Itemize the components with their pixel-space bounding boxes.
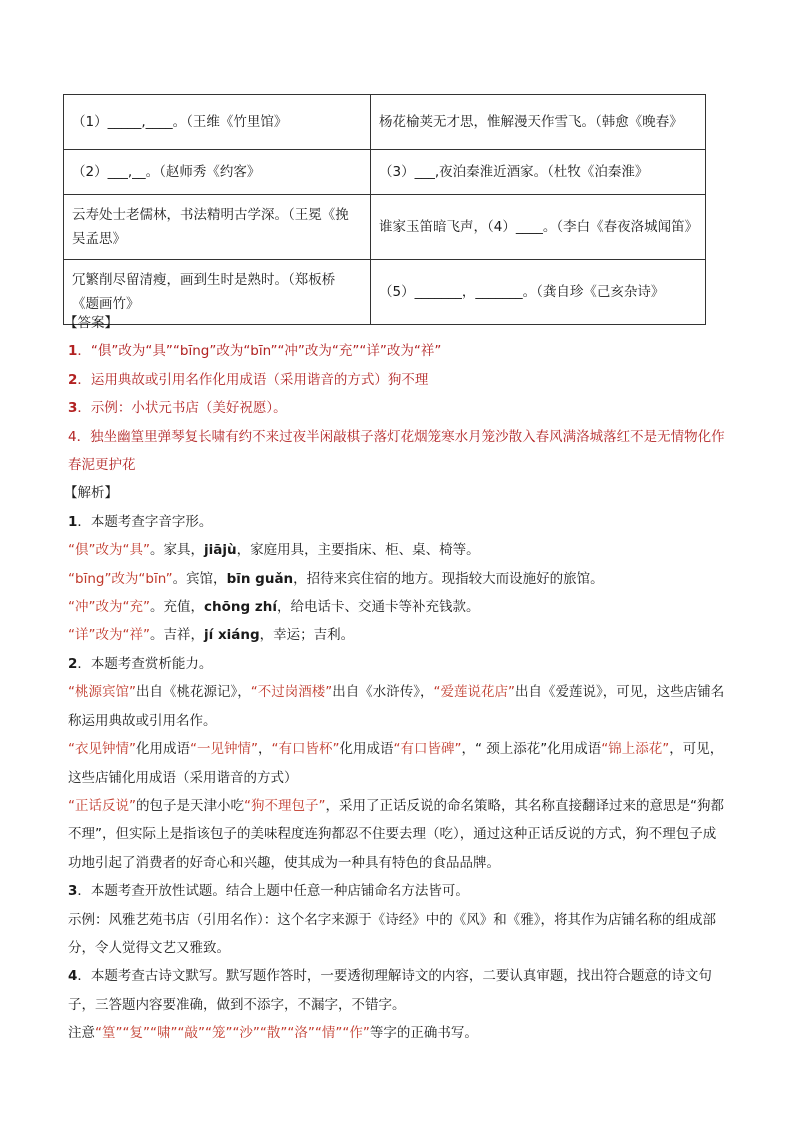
analysis-line: “倶”改为“具”。家具，jiājù，家庭用具，主要指床、柜、桌、椅等。 [68, 542, 480, 559]
table-cell: （3）___,夜泊秦淮近酒家。（杜牧《泊秦淮》 [371, 150, 706, 195]
analysis-line: “冲”改为“充”。充值，chōng zhí，给电话卡、交通卡等补充钱款。 [68, 599, 480, 616]
table-cell: （2）___,__。（赵师秀《约客》 [64, 150, 371, 195]
table-cell: 杨花榆荚无才思，惟解漫天作雪飞。（韩愈《晚春》 [371, 95, 706, 150]
table-row [64, 150, 706, 195]
table-cell: （1）_____,____。（王维《竹里馆》 [64, 95, 371, 150]
analysis-line: “正话反说”的包子是天津小吃“狗不理包子”，采用了正话反说的命名策略，其名称直接翻译过来的意思是“狗都不理”，但实际上是指该包子的美味程度连狗都忍不住要去理（吃），通过这种正话反说的方式，狗不理包子成功地引起了消费者的好奇心和兴趣，使其成为一种具有特色的食品品牌。 [68, 797, 724, 871]
analysis-heading: 【解析】 [64, 485, 118, 502]
table-cell: 谁家玉笛暗飞声，（4）____。（李白《春夜洛城闻笛》 [371, 195, 706, 260]
table-row [64, 195, 706, 260]
analysis-line: “桃源宾馆”出自《桃花源记》，“不过岗酒楼”出自《水浒传》，“爱莲说花店”出自《爱莲说》，可见，这些店铺名称运用典故或引用名作。 [68, 684, 725, 729]
analysis-line: “衣见钟情”化用成语“一见钟情”，“有口皆杯”化用成语“有口皆碑”，“ 颈上添花”化用成语“锦上添花”，可见，这些店铺化用成语（采用谐音的方式） [68, 741, 724, 786]
answer-item: 4．独坐幽篁里弹琴复长啸有约不来过夜半闲敲棋子落灯花烟笼寒水月笼沙散入春风满洛城落红不是无情物化作春泥更护花 [68, 428, 725, 474]
analysis-paragraph: 1．本题考查字音字形。 [68, 513, 213, 530]
analysis-paragraph: 4．本题考查古诗文默写。默写题作答时，一要透彻理解诗文的内容，二要认真审题，找出符合题意的诗文句子，三答题内容要准确，做到不添字，不漏字，不错字。 [68, 968, 712, 1013]
analysis-line: “详”改为“祥”。吉祥，jí xiáng，幸运；吉利。 [68, 627, 355, 644]
table-cell: 冗繁削尽留清瘦，画到生时是熟时。（郑板桥《题画竹》 [64, 260, 371, 325]
answer-item: 3．示例：小状元书店（美好祝愿）。 [68, 400, 287, 417]
analysis-line: 注意“篁”“复”“啸”“敲”“笼”“沙”“散”“洛”“情”“作”等字的正确书写。 [68, 1025, 478, 1042]
table-row [64, 95, 706, 150]
analysis-paragraph: 3．本题考查开放性试题。结合上题中任意一种店铺命名方法皆可。 [68, 883, 469, 900]
answer-item: 2．运用典故或引用名作化用成语（采用谐音的方式）狗不理 [68, 371, 429, 388]
table-cell: （5）_______，_______。（龚自珍《己亥杂诗》 [371, 260, 706, 325]
poem-table [63, 94, 706, 325]
analysis-paragraph: 2．本题考查赏析能力。 [68, 655, 213, 672]
analysis-line: “bīng”改为“bīn”。宾馆，bīn guǎn，招待来宾住宿的地方。现指较大而设施好的旅馆。 [68, 570, 604, 587]
answer-heading: 【答案】 [64, 315, 118, 331]
answer-analysis-content [64, 309, 728, 1048]
analysis-line: 示例：风雅艺苑书店（引用名作）：这个名字来源于《诗经》中的《风》和《雅》，将其作为店铺名称的组成部分，令人觉得文艺又雅致。 [68, 911, 716, 956]
table-cell: 云寿处士老儒林，书法精明古学深。（王冕《挽吴孟思》 [64, 195, 371, 260]
answer-item: 1．“倶”改为“具”“bīng”改为“bīn”“冲”改为“充”“详”改为“祥” [68, 343, 442, 360]
